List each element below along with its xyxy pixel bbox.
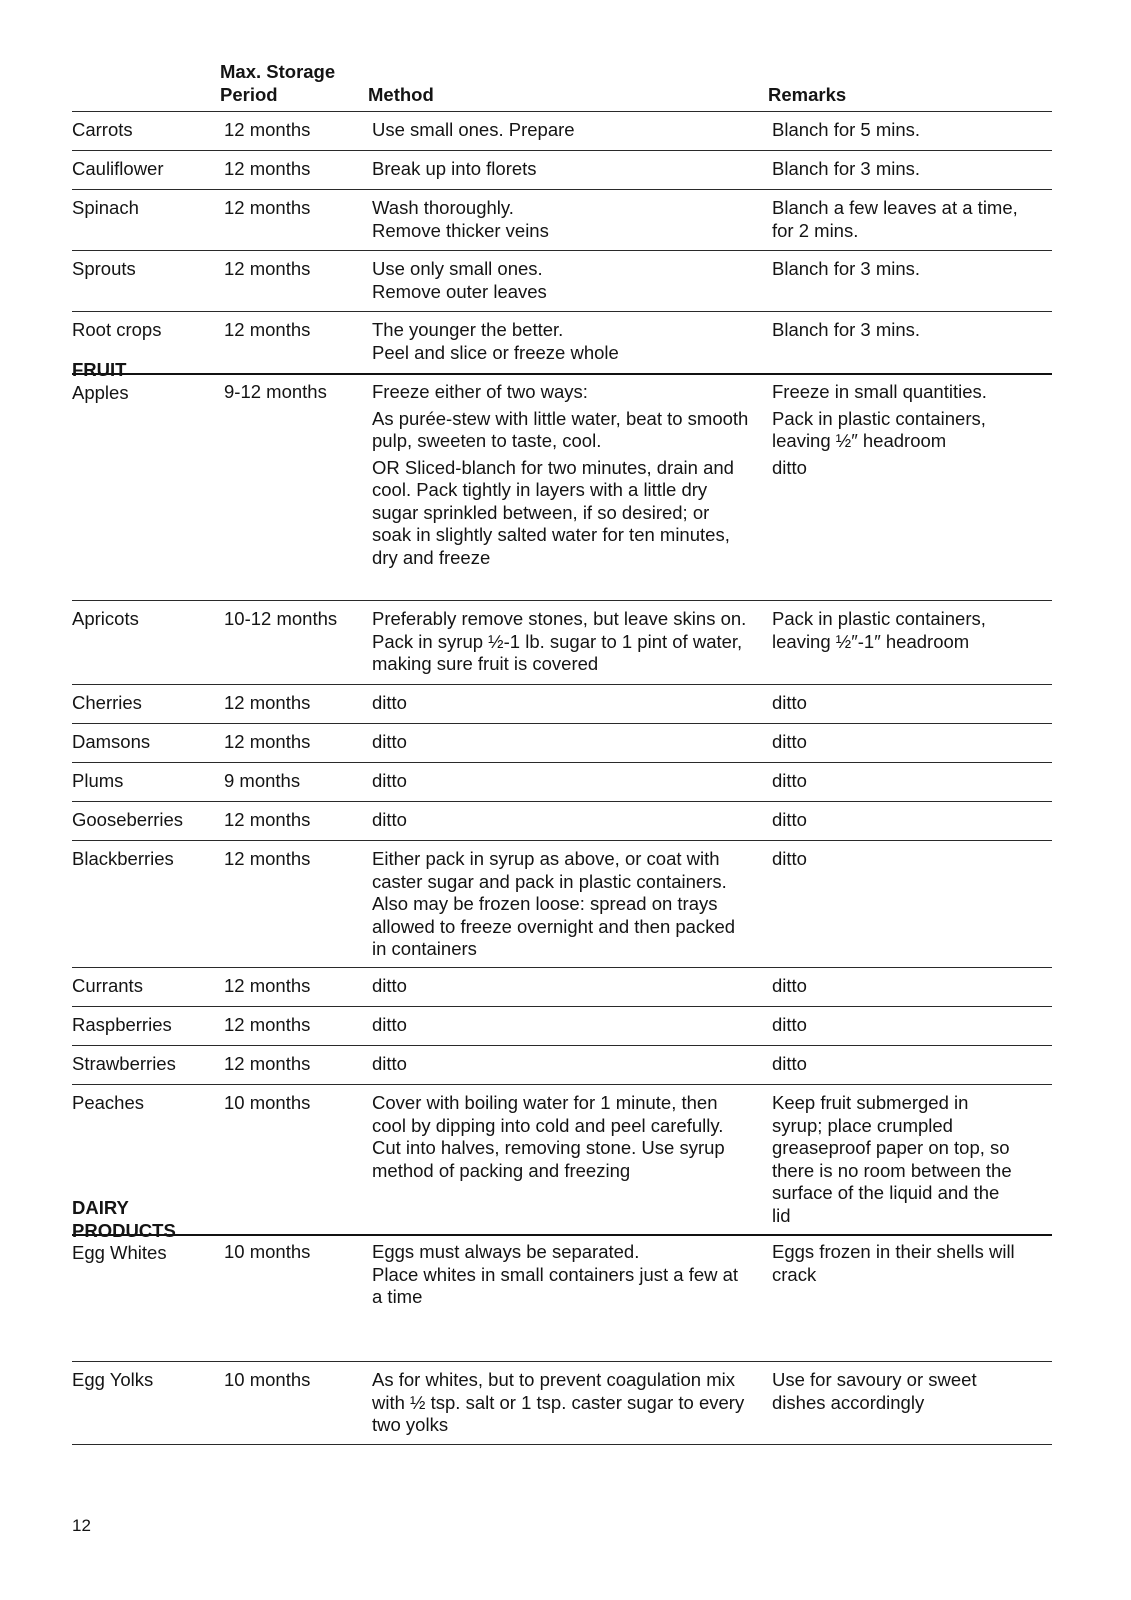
- remarks-paragraph: [772, 809, 1062, 832]
- method-line: method of packing and freezing: [372, 1159, 631, 1181]
- method-line: a time: [372, 1286, 423, 1307]
- row-divider: [72, 801, 1052, 802]
- method-cell: [372, 608, 772, 680]
- method-paragraph: [372, 408, 772, 453]
- method-line: caster sugar and pack in plastic containers.: [372, 870, 727, 892]
- remarks-line: dishes accordingly: [772, 1391, 925, 1413]
- method-line: ditto: [372, 770, 407, 791]
- method-paragraph: [372, 1053, 772, 1076]
- method-paragraph: [372, 258, 772, 303]
- row-divider: [72, 1361, 1052, 1362]
- remarks-line: ditto: [772, 731, 807, 752]
- item-name: Cauliflower: [72, 158, 164, 179]
- method-cell: [372, 1014, 772, 1041]
- remarks-line: for 2 mins.: [772, 219, 859, 241]
- remarks-cell: [772, 770, 1062, 797]
- method-line: cool. Pack tightly in layers with a little dry: [372, 479, 708, 500]
- table-header: [72, 59, 1052, 106]
- item-cell: [72, 731, 217, 754]
- remarks-paragraph: [772, 975, 1062, 998]
- method-line: Place whites in small containers just a few at: [372, 1263, 739, 1285]
- method-paragraph: [372, 770, 772, 793]
- remarks-line: ditto: [772, 1014, 807, 1035]
- row-divider: [72, 762, 1052, 763]
- remarks-cell: [772, 608, 1062, 657]
- header-remarks: Remarks: [768, 83, 847, 105]
- method-paragraph: [372, 1014, 772, 1037]
- header-period: Period: [220, 83, 278, 105]
- remarks-paragraph: [772, 770, 1062, 793]
- remarks-line: there is no room between the: [772, 1159, 1012, 1181]
- method-paragraph: [372, 608, 772, 676]
- method-paragraph: [372, 692, 772, 715]
- page-number: 12: [72, 1516, 91, 1535]
- remarks-cell: [772, 975, 1062, 1002]
- remarks-line: Blanch for 5 mins.: [772, 119, 921, 140]
- row-divider: [72, 723, 1052, 724]
- method-line: OR Sliced-blanch for two minutes, drain and: [372, 456, 734, 478]
- remarks-paragraph: [772, 731, 1062, 754]
- method-line: Cut into halves, removing stone. Use syrup: [372, 1137, 725, 1158]
- remarks-paragraph: [772, 1241, 1062, 1286]
- remarks-cell: [772, 731, 1062, 758]
- remarks-cell: [772, 692, 1062, 719]
- method-line: sugar sprinkled between, if so desired; or: [372, 501, 710, 523]
- method-paragraph: [372, 809, 772, 832]
- method-paragraph: [372, 975, 772, 998]
- item-name: Cherries: [72, 692, 142, 713]
- storage-period: 12 months: [224, 319, 311, 340]
- method-line: ditto: [372, 731, 407, 752]
- method-cell: [372, 1241, 772, 1313]
- remarks-line: Freeze in small quantities.: [772, 381, 987, 402]
- method-cell: [372, 158, 772, 185]
- remarks-paragraph: [772, 258, 1062, 281]
- remarks-line: leaving ½″-1″ headroom: [772, 630, 970, 652]
- remarks-paragraph: [772, 608, 1062, 653]
- method-cell: [372, 119, 772, 146]
- remarks-line: greaseproof paper on top, so: [772, 1137, 1010, 1158]
- remarks-paragraph: [772, 381, 1062, 404]
- remarks-paragraph: [772, 1092, 1062, 1227]
- method-line: Wash thoroughly.: [372, 197, 514, 218]
- storage-period: 12 months: [224, 119, 311, 140]
- remarks-line: Keep fruit submerged in: [772, 1092, 969, 1113]
- method-line: Use only small ones.: [372, 258, 543, 279]
- method-cell: [372, 692, 772, 719]
- item-name: Apricots: [72, 608, 139, 629]
- row-divider: [72, 1234, 1052, 1236]
- row-divider: [72, 1084, 1052, 1085]
- method-line: The younger the better.: [372, 319, 564, 340]
- remarks-cell: [772, 258, 1062, 285]
- method-paragraph: [372, 158, 772, 181]
- method-paragraph: [372, 457, 772, 570]
- method-paragraph: [372, 197, 772, 242]
- storage-period: 10 months: [224, 1241, 311, 1262]
- method-line: Remove outer leaves: [372, 280, 547, 302]
- method-line: two yolks: [372, 1414, 449, 1435]
- method-line: ditto: [372, 809, 407, 830]
- storage-period: 12 months: [224, 258, 311, 279]
- remarks-line: ditto: [772, 975, 807, 996]
- remarks-line: ditto: [772, 1053, 807, 1074]
- remarks-line: crack: [772, 1263, 817, 1285]
- storage-period: 10 months: [224, 1092, 311, 1113]
- method-line: ditto: [372, 1053, 407, 1074]
- method-line: soak in slightly salted water for ten minutes,: [372, 524, 730, 545]
- item-cell: [72, 1053, 217, 1076]
- row-divider: [72, 600, 1052, 601]
- remarks-line: ditto: [772, 770, 807, 791]
- method-line: in containers: [372, 938, 477, 959]
- item-cell: [72, 770, 217, 793]
- method-line: making sure fruit is covered: [372, 653, 599, 674]
- method-line: Peel and slice or freeze whole: [372, 341, 619, 363]
- row-divider: [72, 1045, 1052, 1046]
- row-divider: [72, 967, 1052, 968]
- method-line: As purée-stew with little water, beat to smooth: [372, 407, 749, 429]
- remarks-paragraph: [772, 197, 1062, 242]
- item-name: Blackberries: [72, 848, 174, 869]
- method-line: ditto: [372, 692, 407, 713]
- storage-period: 12 months: [224, 809, 311, 830]
- item-cell: [72, 197, 217, 220]
- item-name: Sprouts: [72, 258, 136, 279]
- method-line: Freeze either of two ways:: [372, 381, 588, 402]
- remarks-cell: [772, 1092, 1062, 1231]
- row-divider: [72, 1444, 1052, 1445]
- storage-period: 12 months: [224, 975, 311, 996]
- storage-period: 9 months: [224, 770, 301, 791]
- method-line: dry and freeze: [372, 546, 491, 568]
- row-divider: [72, 189, 1052, 190]
- remarks-line: ditto: [772, 848, 807, 869]
- method-line: Either pack in syrup as above, or coat with: [372, 848, 720, 869]
- storage-period: 12 months: [224, 731, 311, 752]
- remarks-line: ditto: [772, 692, 807, 713]
- item-name: Carrots: [72, 119, 133, 140]
- method-paragraph: [372, 1092, 772, 1182]
- storage-period: 10 months: [224, 1369, 311, 1390]
- item-cell: [72, 608, 217, 631]
- header-method: Method: [368, 83, 434, 105]
- method-paragraph: [372, 1241, 772, 1309]
- storage-period: 12 months: [224, 197, 311, 218]
- remarks-line: Use for savoury or sweet: [772, 1369, 977, 1390]
- remarks-line: Pack in plastic containers,: [772, 608, 986, 629]
- row-divider: [72, 150, 1052, 151]
- remarks-line: ditto: [772, 456, 807, 478]
- method-paragraph: [372, 731, 772, 754]
- remarks-cell: [772, 381, 1062, 483]
- item-name: Gooseberries: [72, 809, 184, 830]
- item-name: Egg Whites: [72, 1242, 167, 1263]
- remarks-paragraph: [772, 457, 1062, 480]
- row-divider: [72, 111, 1052, 112]
- method-cell: [372, 975, 772, 1002]
- method-paragraph: [372, 381, 772, 404]
- item-name: Root crops: [72, 319, 162, 340]
- remarks-line: lid: [772, 1204, 791, 1226]
- method-paragraph: [372, 1369, 772, 1437]
- method-line: pulp, sweeten to taste, cool.: [372, 430, 602, 451]
- item-cell: [72, 1092, 217, 1115]
- method-paragraph: [372, 319, 772, 364]
- method-cell: [372, 809, 772, 836]
- remarks-paragraph: [772, 848, 1062, 871]
- method-line: ditto: [372, 975, 407, 996]
- header-max-storage-period: [220, 61, 335, 106]
- row-divider: [72, 250, 1052, 251]
- remarks-cell: [772, 1369, 1062, 1418]
- remarks-line: Pack in plastic containers,: [772, 407, 986, 429]
- storage-period: 12 months: [224, 692, 311, 713]
- item-cell: [72, 975, 217, 998]
- item-name: Spinach: [72, 197, 139, 218]
- remarks-line: leaving ½″ headroom: [772, 430, 947, 451]
- item-name: Egg Yolks: [72, 1369, 154, 1390]
- item-cell: [72, 158, 217, 181]
- remarks-paragraph: [772, 408, 1062, 453]
- remarks-line: Blanch for 3 mins.: [772, 319, 921, 340]
- item-cell: [72, 319, 217, 342]
- remarks-line: Eggs frozen in their shells will: [772, 1241, 1015, 1262]
- remarks-paragraph: [772, 319, 1062, 342]
- row-divider: [72, 311, 1052, 312]
- storage-period: 12 months: [224, 848, 311, 869]
- row-divider: [72, 1006, 1052, 1007]
- method-line: allowed to freeze overnight and then packed: [372, 915, 736, 937]
- item-name: Damsons: [72, 731, 151, 752]
- method-paragraph: [372, 119, 772, 142]
- method-cell: [372, 258, 772, 307]
- item-name: Strawberries: [72, 1053, 176, 1074]
- row-divider: [72, 684, 1052, 685]
- item-cell: [72, 809, 217, 832]
- remarks-paragraph: [772, 158, 1062, 181]
- remarks-cell: [772, 158, 1062, 185]
- row-divider: [72, 373, 1052, 375]
- remarks-cell: [772, 1241, 1062, 1290]
- method-line: Use small ones. Prepare: [372, 119, 575, 140]
- method-cell: [372, 381, 772, 573]
- item-cell: [72, 1014, 217, 1037]
- remarks-line: surface of the liquid and the: [772, 1182, 1000, 1203]
- method-line: Also may be frozen loose: spread on trays: [372, 893, 718, 914]
- remarks-line: Blanch a few leaves at a time,: [772, 197, 1018, 218]
- remarks-paragraph: [772, 1053, 1062, 1076]
- remarks-paragraph: [772, 1014, 1062, 1037]
- remarks-cell: [772, 119, 1062, 146]
- method-line: Remove thicker veins: [372, 219, 549, 241]
- item-cell: [72, 119, 217, 142]
- method-cell: [372, 731, 772, 758]
- remarks-cell: [772, 1014, 1062, 1041]
- method-cell: [372, 319, 772, 368]
- item-cell: [72, 1197, 217, 1265]
- storage-period: 12 months: [224, 1014, 311, 1035]
- item-cell: [72, 359, 217, 404]
- remarks-line: syrup; place crumpled: [772, 1114, 953, 1136]
- storage-period: 12 months: [224, 1053, 311, 1074]
- header-storage: Max. Storage: [220, 61, 336, 82]
- method-cell: [372, 1369, 772, 1441]
- method-line: Pack in syrup ½-1 lb. sugar to 1 pint of water,: [372, 630, 743, 652]
- remarks-cell: [772, 809, 1062, 836]
- method-cell: [372, 848, 772, 965]
- method-line: cool by dipping into cold and peel carefully.: [372, 1114, 724, 1136]
- remarks-cell: [772, 319, 1062, 346]
- method-cell: [372, 197, 772, 246]
- remarks-line: Blanch for 3 mins.: [772, 158, 921, 179]
- method-line: Eggs must always be separated.: [372, 1241, 640, 1262]
- item-cell: [72, 258, 217, 281]
- remarks-cell: [772, 848, 1062, 875]
- storage-period: 10-12 months: [224, 608, 338, 629]
- item-name: Peaches: [72, 1092, 144, 1113]
- remarks-line: ditto: [772, 809, 807, 830]
- section-heading: DAIRY PRODUCTS: [72, 1197, 176, 1241]
- method-line: ditto: [372, 1014, 407, 1035]
- method-line: Cover with boiling water for 1 minute, then: [372, 1092, 718, 1113]
- method-paragraph: [372, 848, 772, 961]
- remarks-paragraph: [772, 1369, 1062, 1414]
- method-line: Preferably remove stones, but leave skins on.: [372, 608, 747, 629]
- method-cell: [372, 770, 772, 797]
- remarks-cell: [772, 197, 1062, 246]
- storage-period: 9-12 months: [224, 381, 327, 402]
- method-cell: [372, 1092, 772, 1186]
- remarks-line: Blanch for 3 mins.: [772, 258, 921, 279]
- item-name: Apples: [72, 381, 129, 403]
- method-line: Break up into florets: [372, 158, 537, 179]
- item-name: Plums: [72, 770, 124, 791]
- remarks-paragraph: [772, 692, 1062, 715]
- storage-period: 12 months: [224, 158, 311, 179]
- remarks-cell: [772, 1053, 1062, 1080]
- item-name: Raspberries: [72, 1014, 172, 1035]
- section-heading: FRUIT: [72, 359, 127, 380]
- item-name: Currants: [72, 975, 143, 996]
- remarks-paragraph: [772, 119, 1062, 142]
- method-line: with ½ tsp. salt or 1 tsp. caster sugar to every: [372, 1391, 745, 1413]
- method-cell: [372, 1053, 772, 1080]
- item-cell: [72, 848, 217, 871]
- item-cell: [72, 692, 217, 715]
- method-line: As for whites, but to prevent coagulation mix: [372, 1369, 735, 1390]
- row-divider: [72, 840, 1052, 841]
- item-cell: [72, 1369, 217, 1392]
